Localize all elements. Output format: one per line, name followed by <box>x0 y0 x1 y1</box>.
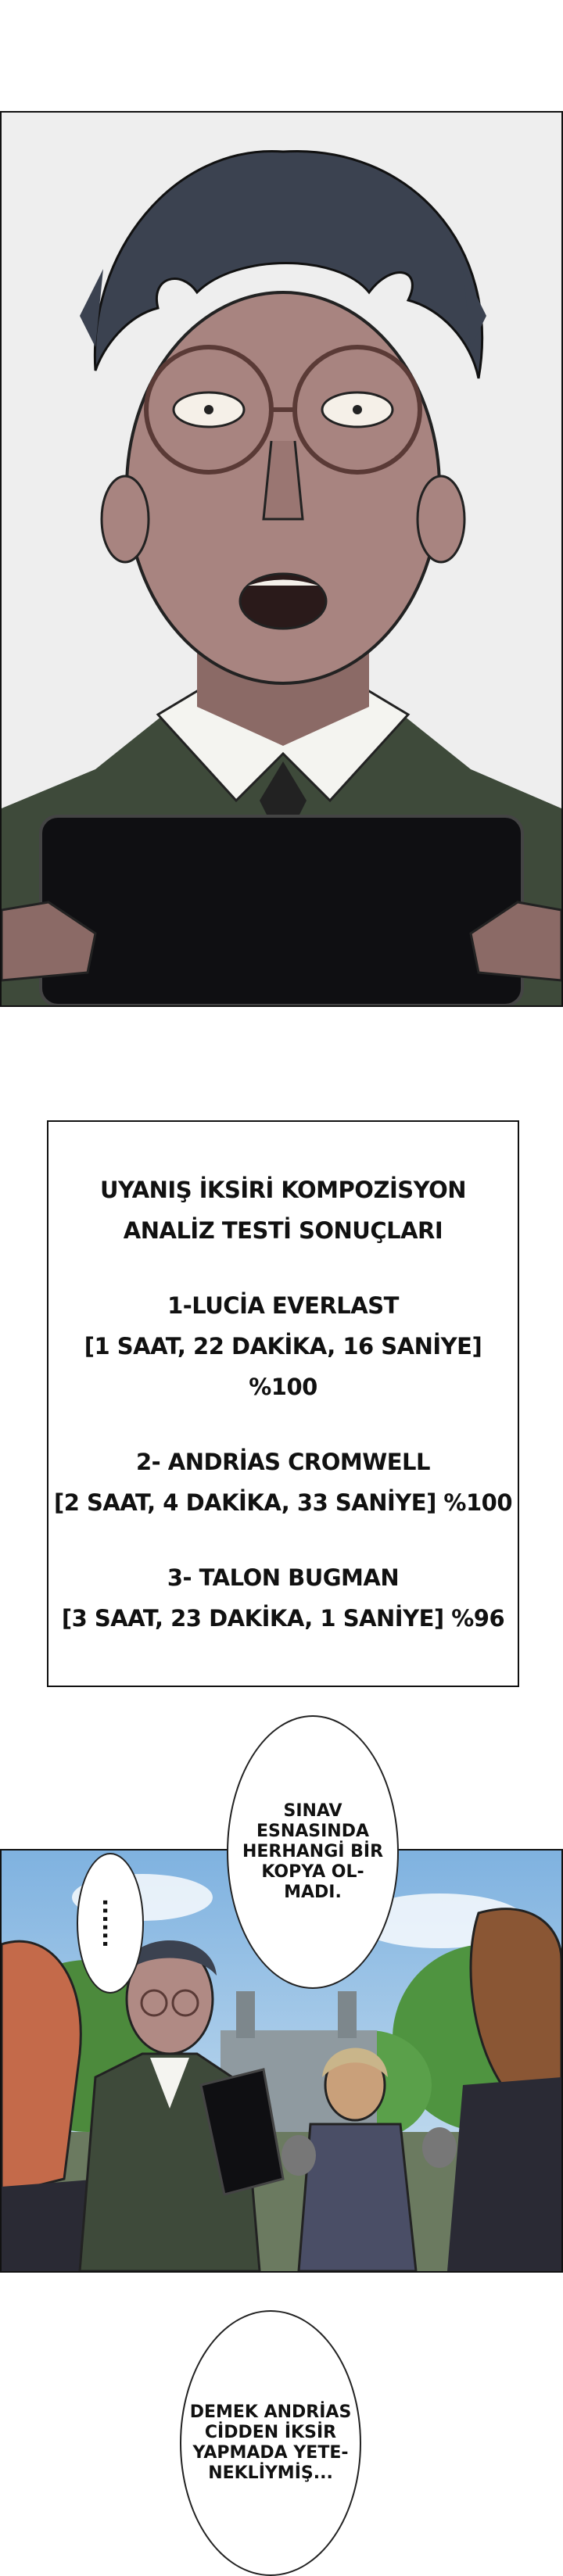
result-entry-name: 2- ANDRİAS CROMWELL <box>135 1448 431 1475</box>
bubble-line: YAPMADA YETE- <box>192 2443 349 2463</box>
speech-bubble-andrias <box>180 2310 361 2576</box>
bubble-line: NEKLİYMİŞ... <box>208 2463 333 2483</box>
result-entry-detail: [1 SAAT, 22 DAKİKA, 16 SANİYE] %100 <box>84 1332 482 1400</box>
result-entry <box>62 1557 504 1639</box>
result-entry-detail: [2 SAAT, 4 DAKİKA, 33 SANİYE] %100 <box>53 1489 513 1516</box>
bubble-line: ESNASINDA <box>256 1822 370 1841</box>
ellipsis-text: ...... <box>98 1898 124 1948</box>
result-entry <box>48 1285 518 1407</box>
speech-bubble-ellipsis <box>77 1853 144 1994</box>
bubble-line: MADI. <box>284 1883 342 1902</box>
result-entry-name: 1-LUCİA EVERLAST <box>167 1292 399 1319</box>
results-title-line1: UYANIŞ İKSİRİ KOMPOZİSYON <box>99 1176 467 1203</box>
bubble-line: DEMEK ANDRİAS <box>189 2402 352 2422</box>
results-box <box>47 1120 519 1687</box>
bubble-line: HERHANGİ BİR <box>242 1842 384 1861</box>
speech-bubble-exam <box>227 1715 399 1989</box>
bubble-line: KOPYA OL- <box>261 1862 364 1882</box>
professor-face-illustration <box>2 113 561 1005</box>
results-title-line2: ANALİZ TESTİ SONUÇLARI <box>123 1216 443 1244</box>
results-title <box>100 1170 466 1251</box>
panel-professor-closeup <box>0 111 563 1007</box>
result-entry-name: 3- TALON BUGMAN <box>167 1564 400 1591</box>
result-entry <box>54 1442 512 1523</box>
bubble-line: CİDDEN İKSİR <box>204 2423 337 2442</box>
result-entry-detail: [3 SAAT, 23 DAKİKA, 1 SANİYE] %96 <box>61 1604 505 1632</box>
bubble-line: SINAV <box>283 1801 342 1821</box>
